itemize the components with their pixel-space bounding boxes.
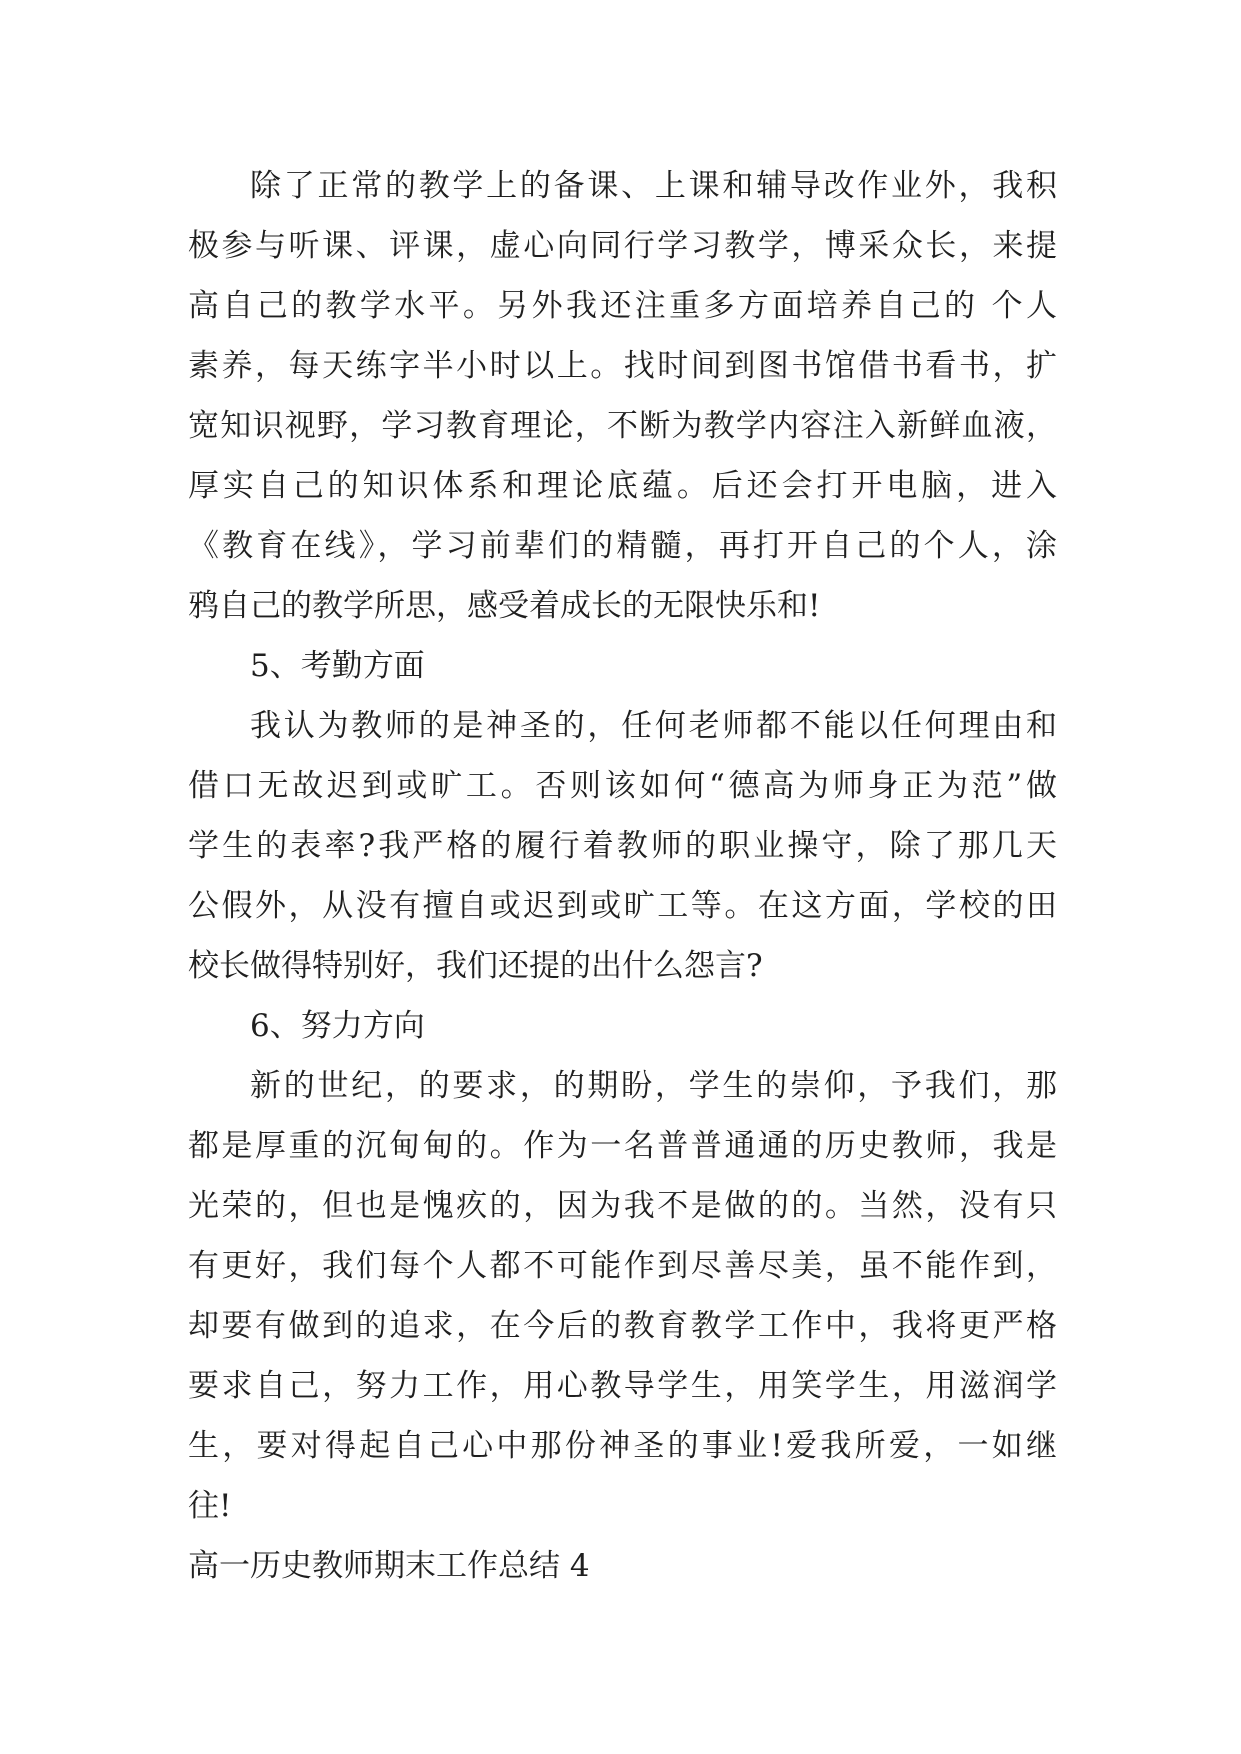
text-line: 新的世纪，的要求，的期盼，学生的崇仰，予我们，那 [250,1068,1057,1104]
text-line: 往! [188,1488,232,1524]
text-line: 极参与听课、评课，虚心向同行学习教学，博采众长，来提 [188,228,1057,264]
text-line: 却要有做到的追求，在今后的教育教学工作中，我将更严格 [188,1308,1057,1344]
text-line: 宽知识视野，学习教育理论，不断为教学内容注入新鲜血液， [188,408,1057,444]
text-line: 除了正常的教学上的备课、上课和辅导改作业外，我积 [250,168,1057,204]
text-line: 都是厚重的沉甸甸的。作为一名普普通通的历史教师，我是 [188,1128,1057,1164]
document-body [188,0,1057,1754]
text-line: 学生的表率?我严格的履行着教师的职业操守，除了那几天 [188,828,1057,864]
section-heading: 5、考勤方面 [250,648,425,684]
text-line: 要求自己，努力工作，用心教导学生，用笑学生，用滋润学 [188,1368,1057,1404]
text-line: 我认为教师的是神圣的，任何老师都不能以任何理由和 [250,708,1057,744]
text-line: 生，要对得起自己心中那份神圣的事业!爱我所爱，一如继 [188,1428,1057,1464]
text-line: 校长做得特别好，我们还提的出什么怨言? [188,948,763,984]
text-line: 高自己的教学水平。另外我还注重多方面培养自己的 个人 [188,288,1057,324]
section-title: 高一历史教师期末工作总结 4 [188,1548,590,1584]
text-line: 公假外，从没有擅自或迟到或旷工等。在这方面，学校的田 [188,888,1057,924]
text-line: 借口无故迟到或旷工。否则该如何“德高为师身正为范”做 [188,768,1057,804]
text-line: 光荣的，但也是愧疚的，因为我不是做的的。当然，没有只 [188,1188,1057,1224]
text-line: 鸦自己的教学所思，感受着成长的无限快乐和! [188,588,821,624]
text-line: 厚实自己的知识体系和理论底蕴。后还会打开电脑，进入 [188,468,1057,504]
text-line: 有更好，我们每个人都不可能作到尽善尽美，虽不能作到， [188,1248,1057,1284]
text-line: 素养，每天练字半小时以上。找时间到图书馆借书看书，扩 [188,348,1057,384]
section-heading: 6、努力方向 [250,1008,425,1044]
text-line: 《教育在线》，学习前辈们的精髓，再打开自己的个人，涂 [188,528,1057,564]
